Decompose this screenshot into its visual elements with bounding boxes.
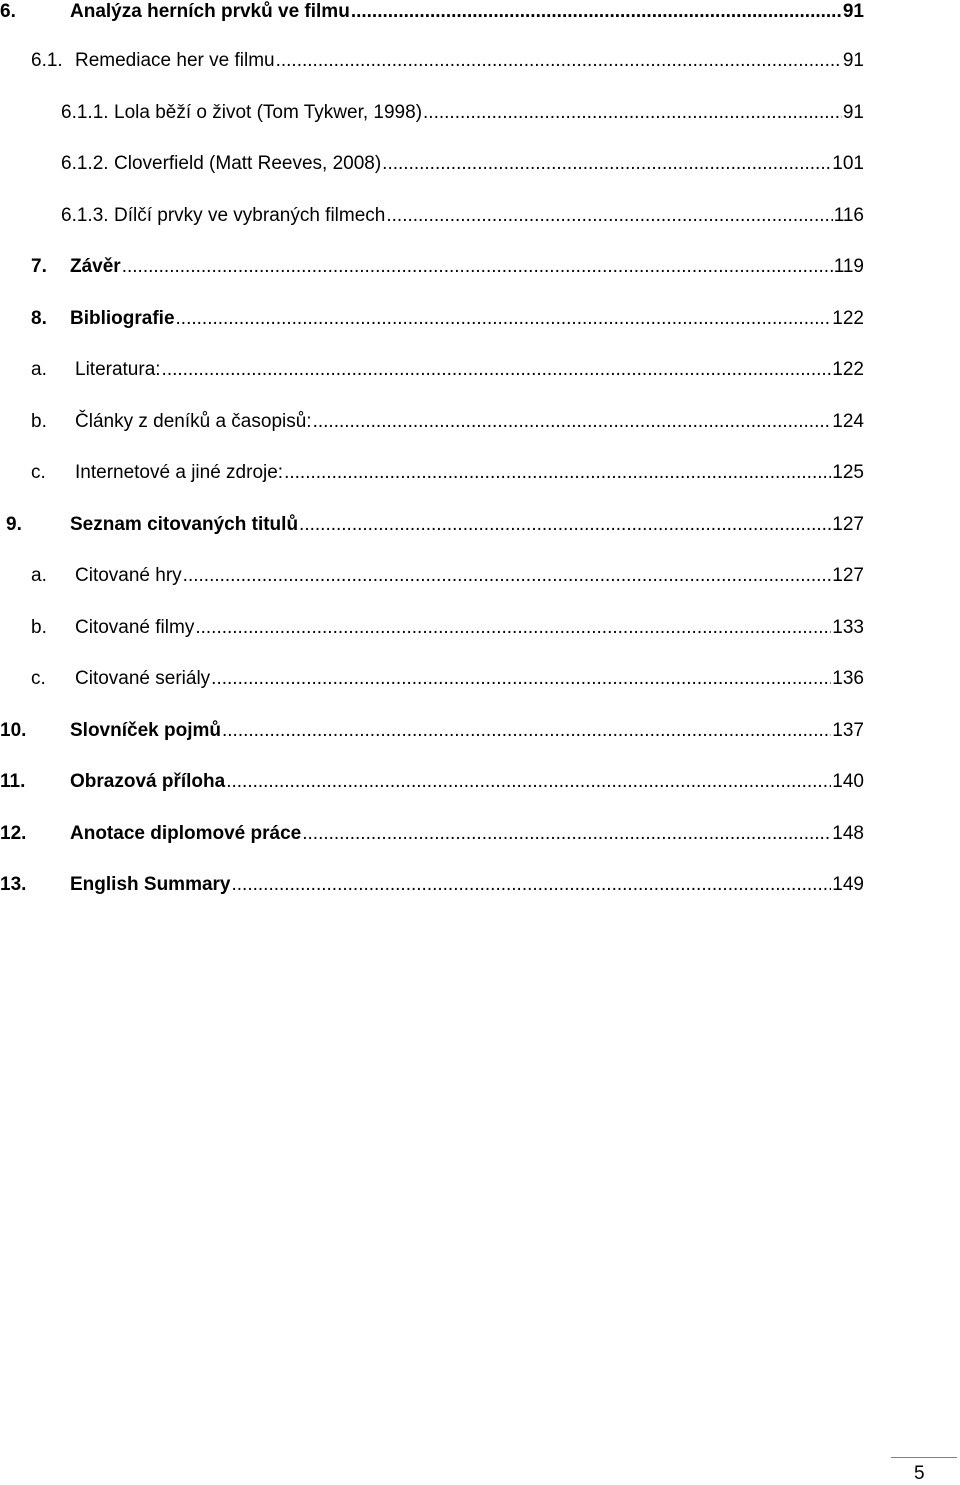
toc-entry-number: 7. [31, 256, 47, 277]
toc-entry[interactable] [0, 306, 960, 332]
dot-leader [176, 306, 832, 332]
toc-entry-title: Citované seriály [75, 668, 211, 689]
toc-entry-page: 149 [832, 874, 864, 895]
dot-leader [183, 563, 832, 589]
dot-leader [299, 512, 831, 538]
toc-entry-title: Dílčí prvky ve vybraných filmech [114, 205, 386, 226]
toc-entry-page: 127 [832, 565, 864, 586]
toc-entry[interactable] [0, 821, 960, 847]
toc-entry-page: 124 [832, 411, 864, 432]
toc-entry-title: Bibliografie [70, 308, 175, 329]
toc-entry-title: Citované filmy [75, 617, 195, 638]
toc-entry-title: Remediace her ve filmu [75, 50, 275, 71]
toc-entry[interactable] [0, 203, 960, 229]
toc-entry-number: 9. [6, 514, 22, 535]
toc-entry[interactable] [0, 460, 960, 486]
toc-entry-title: Anotace diplomové práce [70, 823, 302, 844]
toc-entry-page: 148 [832, 823, 864, 844]
dot-leader [276, 48, 842, 74]
dot-leader [351, 0, 842, 25]
toc-entry-number: 6.1.1. [61, 102, 109, 123]
toc-entry-title: Citované hry [75, 565, 182, 586]
toc-entry-page: 119 [833, 256, 864, 277]
toc-entry-number: 11. [0, 771, 26, 792]
toc-entry[interactable] [0, 718, 960, 744]
toc-entry[interactable] [0, 615, 960, 641]
toc-entry[interactable] [0, 872, 960, 898]
toc-entry-title: Internetové a jiné zdroje: [75, 462, 284, 483]
dot-leader [302, 821, 831, 847]
toc-entry-number: b. [31, 411, 47, 432]
toc-entry-number: 10. [0, 720, 27, 741]
toc-entry-number: 6.1.3. [61, 205, 109, 226]
toc-entry[interactable] [0, 512, 960, 538]
toc-entry[interactable] [0, 48, 960, 74]
dot-leader [195, 615, 831, 641]
toc-entry-number: c. [31, 668, 46, 689]
toc-entry[interactable] [0, 100, 960, 126]
footer-divider [891, 1457, 957, 1458]
dot-leader [122, 254, 833, 280]
toc-entry[interactable] [0, 769, 960, 795]
toc-entry-title: Závěr [70, 256, 121, 277]
toc-entry[interactable] [0, 151, 960, 177]
toc-entry-title: Slovníček pojmů [70, 720, 221, 741]
toc-entry[interactable] [0, 666, 960, 692]
toc-entry[interactable] [0, 357, 960, 383]
toc-entry[interactable] [0, 563, 960, 589]
toc-entry-number: 13. [0, 874, 27, 895]
toc-entry-title: Cloverfield (Matt Reeves, 2008) [114, 153, 382, 174]
toc-entry-title: Články z deníků a časopisů: [75, 411, 312, 432]
toc-entry-page: 122 [832, 308, 864, 329]
toc-entry-number: a. [31, 565, 47, 586]
toc-entry-number: c. [31, 462, 46, 483]
dot-leader [211, 666, 831, 692]
dot-leader [382, 151, 831, 177]
toc-entry-number: 12. [0, 823, 27, 844]
toc-entry-page: 91 [842, 1, 864, 22]
toc-entry-title: Analýza herních prvků ve filmu [70, 1, 350, 22]
toc-entry-title: Literatura: [75, 359, 161, 380]
toc-entry-number: 6.1.2. [61, 153, 109, 174]
toc-entry-page: 137 [832, 720, 864, 741]
toc-entry-page: 140 [832, 771, 864, 792]
dot-leader [226, 769, 831, 795]
dot-leader [162, 357, 832, 383]
toc-entry[interactable] [0, 254, 960, 280]
page-number: 5 [914, 1463, 925, 1484]
toc-entry-number: b. [31, 617, 47, 638]
toc-entry-title: Obrazová příloha [70, 771, 226, 792]
toc-entry-page: 91 [842, 50, 864, 71]
toc-entry-number: 6.1. [31, 50, 63, 71]
toc-entry[interactable] [0, 409, 960, 435]
toc-entry-title: Lola běží o život (Tom Tykwer, 1998) [114, 102, 423, 123]
toc-entry-page: 91 [842, 102, 864, 123]
dot-leader [386, 203, 832, 229]
toc-entry-page: 127 [832, 514, 864, 535]
toc-entry-page: 122 [832, 359, 864, 380]
dot-leader [222, 718, 831, 744]
dot-leader [232, 872, 832, 898]
dot-leader [423, 100, 842, 126]
toc-entry-page: 133 [832, 617, 864, 638]
toc-entry-number: 8. [31, 308, 47, 329]
toc-entry-number: a. [31, 359, 47, 380]
toc-entry-page: 101 [832, 153, 864, 174]
toc-entry-page: 116 [833, 205, 864, 226]
toc-entry-page: 136 [832, 668, 864, 689]
dot-leader [284, 460, 831, 486]
toc-entry-page: 125 [832, 462, 864, 483]
toc-entry-title: Seznam citovaných titulů [70, 514, 299, 535]
dot-leader [313, 409, 832, 435]
toc-entry-title: English Summary [70, 874, 231, 895]
toc-entry[interactable] [0, 0, 960, 25]
toc-entry-number: 6. [0, 1, 16, 22]
